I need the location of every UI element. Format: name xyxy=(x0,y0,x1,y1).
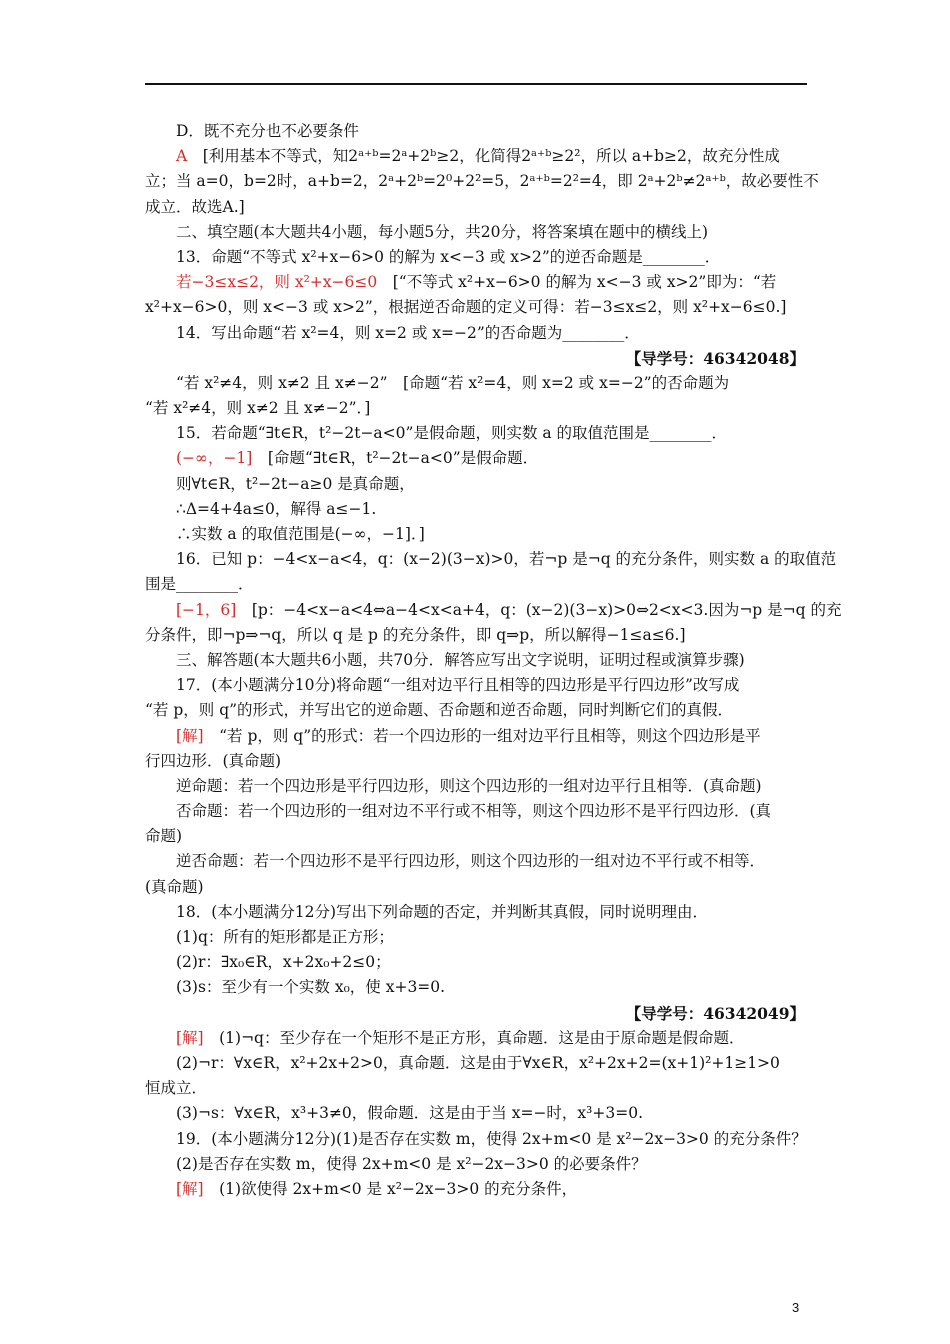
text-line xyxy=(145,446,807,471)
text-line xyxy=(145,749,807,774)
text-segment: (1)欲使得 2x+m<0 是 x²−2x−3>0 的充分条件， xyxy=(203,1179,578,1198)
reference-number: 【导学号：46342049】 xyxy=(625,1003,805,1023)
text-segment: “若 p，则 q”的形式：若一个四边形的一组对边平行且相等，则这个四边形是平 xyxy=(203,726,761,745)
text-line xyxy=(145,547,837,572)
text-line xyxy=(145,724,807,749)
text-line xyxy=(145,623,807,648)
text-segment: [p：−4<x−a<4⇔a−4<x<a+4，q：(x−2)(3−x)>0⇔2<x<3.因为¬p 是¬q 的充 xyxy=(236,600,842,619)
text-segment: 15．若命题“∃t∈R，t²−2t−a<0”是假命题，则实数 a 的取值范围是________． xyxy=(176,424,728,443)
text-line xyxy=(145,169,819,194)
text-segment: 立；当 a=0，b=2时，a+b=2，2ᵃ+2ᵇ=2⁰+2²=5，2ᵃ⁺ᵇ=2²=4，即 2ᵃ+2ᵇ≠2ᵃ⁺ᵇ，故必要性不 xyxy=(145,172,819,191)
page-number: 3 xyxy=(792,1300,800,1315)
text-line xyxy=(145,1001,807,1026)
text-segment: “若 p，则 q”的形式，并写出它的逆命题、否命题和逆否命题，同时判断它们的真假． xyxy=(145,701,734,720)
text-line xyxy=(145,849,807,874)
text-segment: [利用基本不等式，知2ᵃ⁺ᵇ=2ᵃ+2ᵇ≥2，化简得2ᵃ⁺ᵇ≥2²，所以 a+b≥2，故充分性成 xyxy=(187,147,780,166)
answer-text: [解] xyxy=(176,726,204,745)
text-segment: (2)r：∃x₀∈R，x+2x₀+2≤0； xyxy=(176,953,391,972)
text-line xyxy=(145,295,807,320)
answer-text: [解] xyxy=(176,1179,204,1198)
reference-number: 【导学号：46342048】 xyxy=(625,348,805,368)
text-segment: 14．写出命题“若 x²=4，则 x=2 或 x=−2”的否命题为________． xyxy=(176,323,640,342)
text-line xyxy=(145,119,807,144)
text-segment: 逆命题：若一个四边形是平行四边形，则这个四边形的一组对边平行且相等．(真命题) xyxy=(176,776,762,795)
text-line xyxy=(145,1051,807,1076)
text-segment: 19．(本小题满分12分)(1)是否存在实数 m，使得 2x+m<0 是 x²−2x−3>0 的充分条件？ xyxy=(176,1129,807,1148)
text-segment: 命题) xyxy=(145,827,183,846)
answer-text: [−1，6] xyxy=(176,600,237,619)
text-line xyxy=(145,648,807,673)
text-line xyxy=(145,698,807,723)
text-line xyxy=(145,774,807,799)
text-line xyxy=(145,1127,807,1152)
text-segment: (3)¬s：∀x∈R，x³+3≠0，假命题．这是由于当 x=−时，x³+3=0. xyxy=(176,1104,644,1123)
text-segment: (2)¬r：∀x∈R，x²+2x+2>0，真命题．这是由于∀x∈R，x²+2x+2=(x+1)²+1≥1>0 xyxy=(176,1053,780,1072)
text-segment: 16．已知 p：−4<x−a<4，q：(x−2)(3−x)>0，若¬p 是¬q 的充分条件，则实数 a 的取值范 xyxy=(176,550,837,569)
text-segment: (真命题) xyxy=(145,877,204,896)
text-line xyxy=(145,1152,807,1177)
text-line xyxy=(145,875,807,900)
text-line xyxy=(145,371,807,396)
text-line xyxy=(145,346,807,371)
text-segment: 则∀t∈R，t²−2t−a≥0 是真命题， xyxy=(176,474,415,493)
text-line xyxy=(145,396,807,421)
text-line xyxy=(145,925,807,950)
text-segment: 成立．故选A.] xyxy=(145,197,245,216)
text-segment: 17．(本小题满分10分)将命题“一组对边平行且相等的四边形是平行四边形”改写成 xyxy=(176,676,740,695)
text-line xyxy=(145,950,807,975)
text-segment: D．既不充分也不必要条件 xyxy=(176,122,359,140)
text-line xyxy=(145,472,807,497)
header-rule xyxy=(145,83,807,85)
text-segment: 二、填空题(本大题共4小题，每小题5分，共20分，将答案填在题中的横线上) xyxy=(176,222,709,241)
text-segment: “若 x²≠4，则 x≠2 且 x≠−2” [命题“若 x²=4，则 x=2 或 x=−2”的否命题为 xyxy=(176,373,730,392)
text-segment: 逆否命题：若一个四边形不是平行四边形，则这个四边形的一组对边不平行或不相等． xyxy=(176,852,766,871)
answer-text: (−∞，−1] xyxy=(176,449,253,468)
text-line xyxy=(145,975,807,1000)
text-line xyxy=(145,598,842,623)
text-segment: (1)¬q：至少存在一个矩形不是正方形，真命题．这是由于原命题是假命题． xyxy=(203,1028,745,1047)
text-line xyxy=(145,1177,807,1202)
text-line xyxy=(145,673,807,698)
text-segment: [命题“∃t∈R，t²−2t−a<0”是假命题． xyxy=(252,449,539,468)
text-segment: (1)q：所有的矩形都是正方形； xyxy=(176,928,394,946)
answer-text: A xyxy=(176,147,188,166)
text-segment: (3)s：至少有一个实数 x₀，使 x+3=0. xyxy=(176,978,446,997)
text-segment: [“不等式 x²+x−6>0 的解为 x<−3 或 x>2”即为：“若 xyxy=(377,273,777,292)
text-line xyxy=(145,195,807,220)
text-line xyxy=(145,497,807,522)
text-segment: “若 x²≠4，则 x≠2 且 x≠−2”．] xyxy=(145,399,371,418)
document-body xyxy=(145,119,842,1202)
text-line xyxy=(145,522,807,547)
text-line xyxy=(145,321,807,346)
text-segment: 13．命题“不等式 x²+x−6>0 的解为 x<−3 或 x>2”的逆否命题是________． xyxy=(176,247,721,266)
text-line xyxy=(145,1101,807,1126)
text-line xyxy=(145,144,807,169)
text-line xyxy=(145,900,807,925)
text-line xyxy=(145,799,807,824)
text-line xyxy=(145,245,807,270)
text-segment: 三、解答题(本大题共6小题，共70分．解答应写出文字说明，证明过程或演算步骤) xyxy=(176,650,745,669)
text-segment: 否命题：若一个四边形的一组对边不平行或不相等，则这个四边形不是平行四边形．(真 xyxy=(176,802,772,821)
text-segment: 18．(本小题满分12分)写出下列命题的否定，并判断其真假，同时说明理由． xyxy=(176,902,709,921)
text-segment: 恒成立． xyxy=(145,1079,208,1098)
text-line xyxy=(145,220,807,245)
text-segment: ∴Δ=4+4a≤0，解得 a≤−1. xyxy=(176,499,377,518)
text-line xyxy=(145,421,807,446)
text-segment: (2)是否存在实数 m，使得 2x+m<0 是 x²−2x−3>0 的必要条件？ xyxy=(176,1154,647,1173)
text-line xyxy=(145,1026,807,1051)
answer-text: 若−3≤x≤2，则 x²+x−6≤0 xyxy=(176,273,378,292)
text-segment: 分条件，即¬p⇒¬q，所以 q 是 p 的充分条件，即 q⇒p，所以解得−1≤a≤6.] xyxy=(145,625,686,644)
text-line xyxy=(145,270,807,295)
text-line xyxy=(145,1076,807,1101)
text-line xyxy=(145,572,807,597)
answer-text: [解] xyxy=(176,1028,204,1047)
text-line xyxy=(145,824,807,849)
text-segment: 围是________． xyxy=(145,575,254,594)
text-segment: ∴实数 a 的取值范围是(−∞，−1]．] xyxy=(176,525,425,543)
text-segment: x²+x−6>0，则 x<−3 或 x>2”，根据逆否命题的定义可得：若−3≤x≤2，则 x²+x−6≤0.] xyxy=(145,298,787,317)
text-segment: 行四边形．(真命题) xyxy=(145,751,282,770)
